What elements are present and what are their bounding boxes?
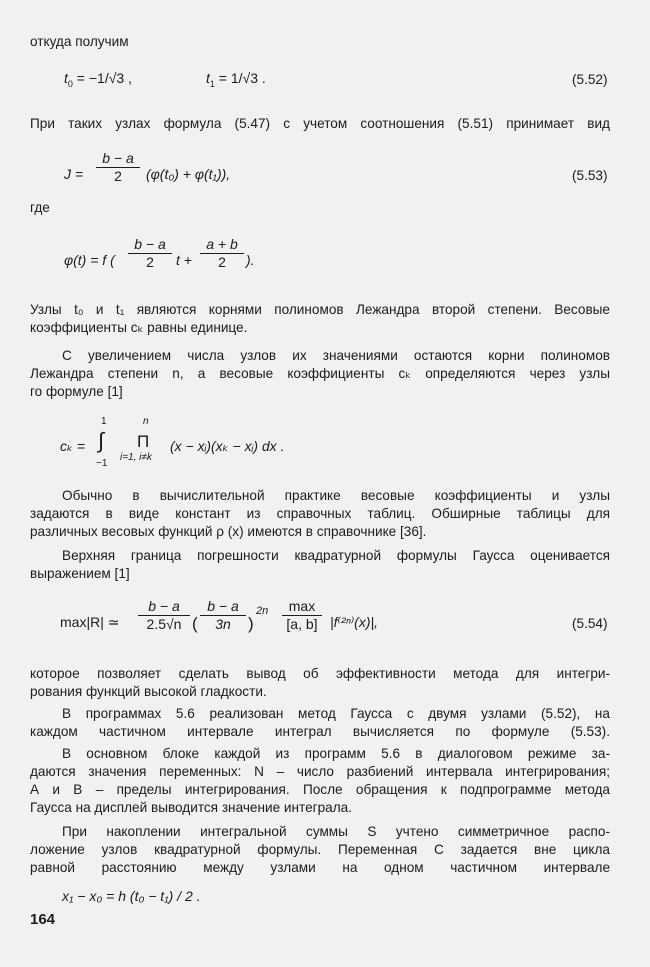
paragraph-usually-2: задаются в виде констант из справочных таблиц. Обширные таблицы для bbox=[30, 506, 610, 521]
fraction-phi-2: a + b 2 bbox=[200, 236, 244, 271]
formula-j-rhs: (φ(t₀) + φ(t₁)), bbox=[146, 166, 231, 182]
integral-lower-limit: −1 bbox=[96, 458, 108, 469]
paragraph-programs-1: В программах 5.6 реализован метод Гаусса с двумя узлами (5.52), на bbox=[62, 706, 610, 721]
formula-t1: $t_1 = 1/√3$ . bbox=[206, 70, 266, 89]
paragraph-bound-1: Верхняя граница погрешности квадратурной формулы Гаусса оценивается bbox=[62, 548, 610, 563]
integral-upper-limit: 1 bbox=[101, 416, 107, 427]
paragraph-accumulation-2: ложение узлов квадратурной формулы. Переменная С задается вне цикла bbox=[30, 842, 610, 857]
paragraph-where: где bbox=[30, 200, 50, 215]
fraction-error-2: b − a 3n bbox=[200, 598, 246, 633]
paren-open: ( bbox=[192, 614, 198, 633]
paragraph-bound-2: выражением [1] bbox=[30, 566, 130, 581]
product-upper-limit: n bbox=[143, 416, 149, 427]
paragraph-usually-1: Обычно в вычислительной практике весовые коэффициенты и узлы bbox=[62, 488, 610, 503]
equation-number-5-54: (5.54) bbox=[572, 616, 608, 631]
paragraph-programs-2: каждом частичном интервале интеграл вычисляется по формуле (5.53). bbox=[30, 724, 610, 739]
paragraph-intro: откуда получим bbox=[30, 34, 129, 49]
product-lower-limit: i=1, i≠k bbox=[120, 452, 152, 463]
formula-phi-mid: t + bbox=[176, 252, 192, 268]
formula-phi-lhs: φ(t) = f ( bbox=[64, 252, 115, 268]
paragraph-main-block-1: В основном блоке каждой из программ 5.6 в диалоговом режиме за- bbox=[62, 746, 610, 761]
paragraph-increase-2: Лежандра степени n, а весовые коэффициенты cₖ определяются через узлы bbox=[30, 366, 610, 381]
formula-derivative: |f⁽²ⁿ⁾(x)|, bbox=[330, 614, 379, 630]
paragraph-accumulation-1: При накоплении интегральной суммы S учтено симметричное распо- bbox=[62, 824, 610, 839]
paragraph-legendre-1: Узлы t₀ и t₁ являются корнями полиномов Лежандра второй степени. Весовые bbox=[30, 302, 610, 317]
formula-phi-rhs: ). bbox=[246, 252, 255, 268]
formula-t0: $t_0 = -1/√3$ , bbox=[64, 70, 132, 89]
paragraph-efficiency-2: рования функций высокой гладкости. bbox=[30, 684, 267, 699]
paragraph-efficiency-1: которое позволяет сделать вывод об эффективности метода для интегри- bbox=[30, 666, 610, 681]
paragraph-legendre-2: коэффициенты cₖ равны единице. bbox=[30, 320, 248, 335]
power-2n: 2n bbox=[256, 605, 269, 617]
paren-close: ) bbox=[248, 614, 254, 633]
paragraph-increase-3: го формуле [1] bbox=[30, 384, 123, 399]
paragraph-accumulation-3: равной расстоянию между узлами на одном частичном интервале bbox=[30, 860, 610, 875]
equation-number-5-52: (5.52) bbox=[572, 72, 608, 87]
paragraph-main-block-2: даются значения переменных: N – число разбиений интервала интегрирования; bbox=[30, 764, 610, 779]
formula-ck-body: (x − xᵢ)(xₖ − xᵢ) dx . bbox=[170, 438, 285, 454]
fraction-phi-1: b − a 2 bbox=[128, 236, 172, 271]
paragraph-nodes: При таких узлах формула (5.47) с учетом соотношения (5.51) принимает вид bbox=[30, 116, 610, 131]
equation-number-5-53: (5.53) bbox=[572, 168, 608, 183]
fraction-max-interval: max [a, b] bbox=[282, 598, 322, 633]
formula-max-r: max|R| ≃ bbox=[60, 614, 120, 630]
page-number: 164 bbox=[30, 911, 56, 928]
paragraph-main-block-3: А и В – пределы интегрирования. После обращения к подпрограмме метода bbox=[30, 782, 610, 797]
fraction-b-minus-a-over-2: b − a 2 bbox=[96, 150, 140, 185]
fraction-error-1: b − a 2.5√n bbox=[138, 598, 190, 633]
paragraph-usually-3: различных весовых функций ρ (x) имеются в справочнике [36]. bbox=[30, 524, 427, 539]
paragraph-increase-1: С увеличением числа узлов их значениями остаются корни полиномов bbox=[62, 348, 610, 363]
formula-j-lhs: J = bbox=[64, 166, 84, 182]
formula-ck-lhs: cₖ = bbox=[60, 438, 86, 454]
product-sign: Π bbox=[137, 432, 150, 451]
paragraph-main-block-4: Гаусса на дисплей выводится значение интеграла. bbox=[30, 800, 352, 815]
integral-sign: ∫ bbox=[98, 428, 105, 453]
formula-node-distance: x₁ − x₀ = h (t₀ − t₁) / 2 . bbox=[62, 888, 201, 904]
